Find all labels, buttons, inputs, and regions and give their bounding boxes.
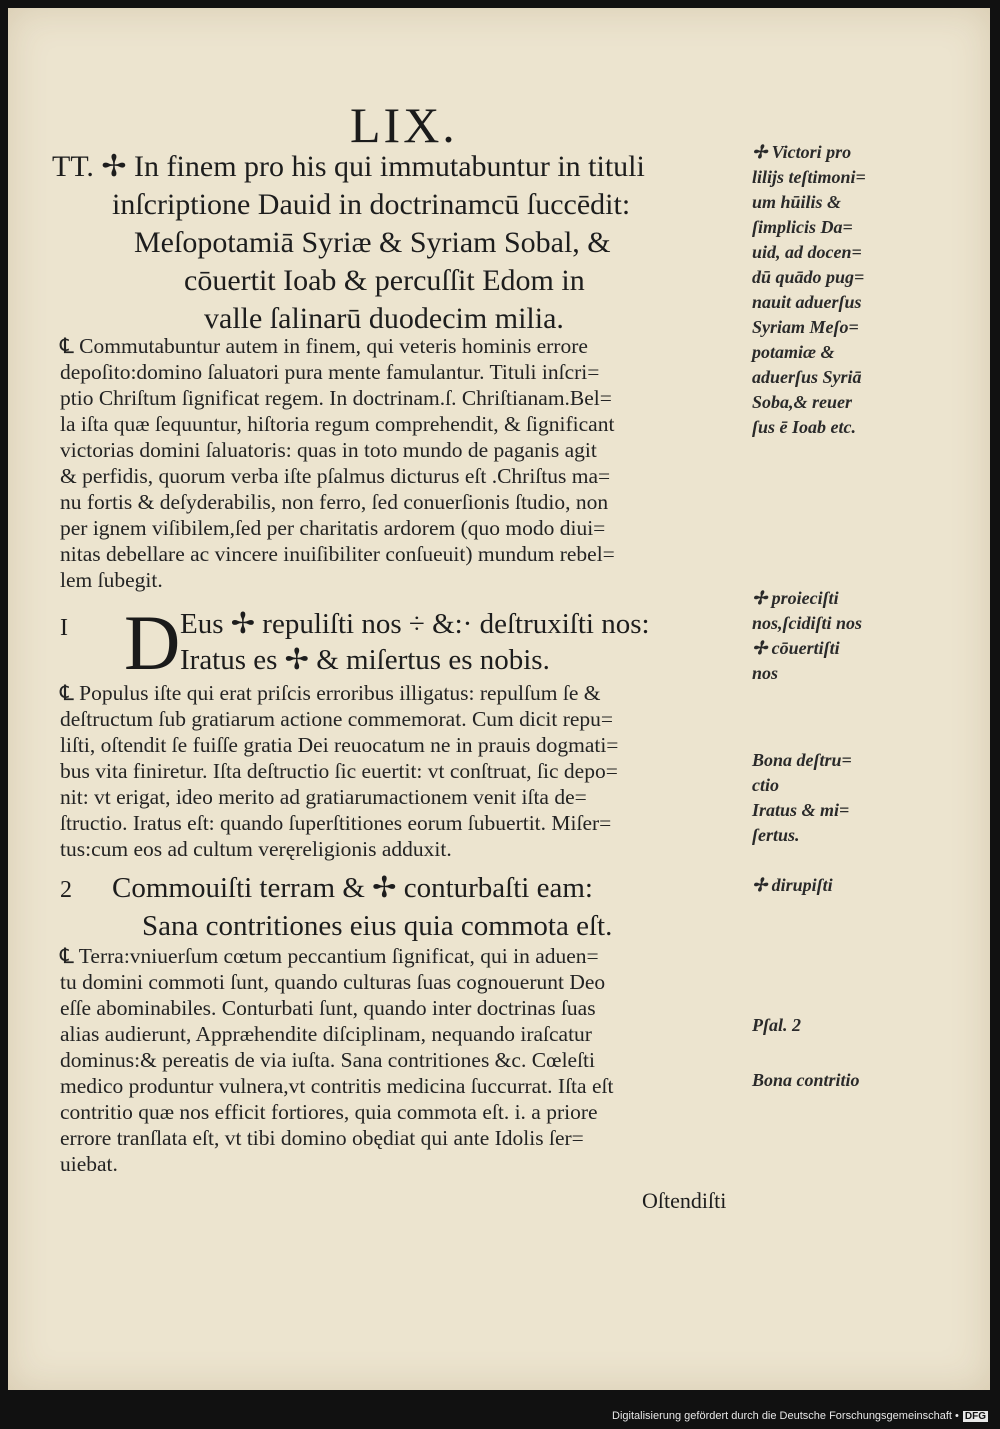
text-line: tus:cum eos ad cultum veręreligionis adduxit.: [60, 837, 452, 861]
psalm-title: [52, 148, 752, 338]
text-line: victorias domini ſaluatoris: quas in toto mundo de paganis agit: [60, 438, 597, 462]
text-line: dominus:& pereatis de via iuſta. Sana contritiones &c. Cœleſti: [60, 1048, 596, 1072]
margin-line: um hūilis &: [752, 192, 842, 212]
text-line: ℄ Terra:vniuerſum cœtum peccantium ſignificat, qui in aduen=: [60, 944, 599, 968]
marginal-note: [752, 1068, 942, 1093]
text-line: ſtructio. Iratus eſt: quando ſuperſtitiones eorum ſubuertit. Miſer=: [60, 811, 612, 835]
margin-line: nos,ſcidiſti nos: [752, 613, 863, 633]
title-line: valle ſalinarū duodecim milia.: [204, 302, 564, 335]
text-line: eſſe abominabiles. Conturbati ſunt, quando inter doctrinas ſuas: [60, 996, 596, 1020]
margin-line: ✢ proieciſti: [752, 588, 839, 608]
text-line: uiebat.: [60, 1152, 118, 1176]
marginal-note: [752, 1013, 942, 1038]
marginal-note: [752, 873, 942, 898]
margin-line: Soba,& reuer: [752, 392, 853, 412]
commentary-paragraph: [60, 680, 750, 862]
margin-line: dū quādo pug=: [752, 267, 865, 287]
text-line: ptio Chriſtum ſignificat regem. In doctrinam.ſ. Chriſtianam.Bel=: [60, 386, 612, 410]
margin-line: Bona contritio: [752, 1070, 860, 1090]
commentary-paragraph: [60, 943, 750, 1177]
margin-line: nos: [752, 663, 779, 683]
margin-line: ſertus.: [752, 825, 800, 845]
verse-number: I: [60, 615, 68, 641]
margin-line: potamiæ &: [752, 342, 835, 362]
verse-line: Eus ✢ repuliſti nos ÷ &:· deſtruxiſti nos:: [180, 608, 650, 640]
text-line: ℄ Commutabuntur autem in finem, qui veteris hominis errore: [60, 334, 588, 358]
title-line: cōuertit Ioab & percuſſit Edom in: [184, 264, 585, 297]
text-line: per ignem viſibilem,ſed per charitatis ardorem (quo modo diui=: [60, 516, 606, 540]
text-line: depoſito:domino ſaluatori pura mente famulantur. Tituli inſcri=: [60, 360, 600, 384]
verse-number: 2: [60, 877, 72, 903]
text-line: nu fortis & deſyderabilis, non ferro, ſed conuerſionis ſtudio, non: [60, 490, 609, 514]
verse-line-text: Commouiſti terram & ✢ conturbaſti eam:: [112, 872, 593, 904]
verse-line: [60, 870, 750, 908]
text-line: tu domini commoti ſunt, quando culturas ſuas cognouerunt Deo: [60, 970, 606, 994]
margin-line: Pſal. 2: [752, 1015, 801, 1035]
catchword: Oſtendiſti: [642, 1188, 727, 1213]
text-line: deſtructum ſub gratiarum actione commemorat. Cum dicit repu=: [60, 707, 614, 731]
text-line: errore tranſlata eſt, vt tibi domino obędiat qui ante Idolis ſer=: [60, 1126, 584, 1150]
text-line: ℄ Populus iſte qui erat priſcis erroribus illigatus: repulſum ſe &: [60, 681, 601, 705]
commentary-paragraph: [60, 333, 750, 593]
marginal-note: [752, 586, 942, 686]
footer-text: Digitalisierung gefördert durch die Deutsche Forschungsgemeinschaft •: [612, 1410, 959, 1422]
verse-line: Iratus es ✢ & miſertus es nobis.: [180, 644, 550, 676]
folio-number: LIX.: [350, 97, 458, 153]
text-line: nit: vt erigat, ideo merito ad gratiarumactionem venit iſta de=: [60, 785, 587, 809]
digitization-footer: [612, 1410, 988, 1422]
margin-line: ✢ dirupiſti: [752, 875, 833, 895]
text-line: contritio quæ nos efficit fortiores, quia commota eſt. i. a priore: [60, 1100, 598, 1124]
margin-line: uid, ad docen=: [752, 242, 862, 262]
text-line: la iſta quæ ſequuntur, hiſtoria regum comprehendit, & ſignificant: [60, 412, 615, 436]
margin-line: lilijs teſtimoni=: [752, 167, 866, 187]
margin-line: ſus ē Ioab etc.: [752, 417, 856, 437]
text-line: medico produntur vulnera,vt contritis medicina ſuccurrat. Iſta eſt: [60, 1074, 614, 1098]
marginal-note: [752, 140, 942, 440]
verse-2: [60, 870, 750, 944]
text-line: lem ſubegit.: [60, 568, 163, 592]
text-line: liſti, oſtendit ſe fuiſſe gratia Dei reuocatum ne in prauis dogmati=: [60, 733, 619, 757]
margin-line: Bona deſtru=: [752, 750, 852, 770]
margin-line: Syriam Meſo=: [752, 317, 859, 337]
book-page: [8, 8, 990, 1390]
text-line: bus vita finiretur. Iſta deſtructio ſic euertit: vt conſtruat, ſic depo=: [60, 759, 618, 783]
margin-line: aduerſus Syriā: [752, 367, 862, 387]
margin-line: ctio: [752, 775, 779, 795]
marginal-note: [752, 748, 942, 848]
drop-cap: D: [124, 599, 181, 686]
dfg-logo[interactable]: DFG: [964, 1411, 986, 1422]
text-line: & perfidis, quorum verba iſte pſalmus dicturus eſt .Chriſtus ma=: [60, 464, 611, 488]
margin-line: nauit aduerſus: [752, 292, 862, 312]
title-line: Meſopotamiā Syriæ & Syriam Sobal, &: [134, 226, 611, 259]
margin-line: Iratus & mi=: [752, 800, 850, 820]
verse-line: Sana contritiones eius quia commota eſt.: [142, 910, 613, 942]
text-line: nitas debellare ac vincere inuiſibiliter conſueuit) mundum rebel=: [60, 542, 615, 566]
title-line: inſcriptione Dauid in doctrinamcū ſuccēdit:: [112, 188, 631, 221]
text-line: alias audierunt, Appræhendite diſciplinam, nequando iraſcatur: [60, 1022, 592, 1046]
margin-line: ✢ Victori pro: [752, 142, 852, 162]
title-line: TT. ✢ In finem pro his qui immutabuntur in tituli: [52, 150, 645, 183]
margin-line: ſimplicis Da=: [752, 217, 853, 237]
margin-line: ✢ cōuertiſti: [752, 638, 840, 658]
